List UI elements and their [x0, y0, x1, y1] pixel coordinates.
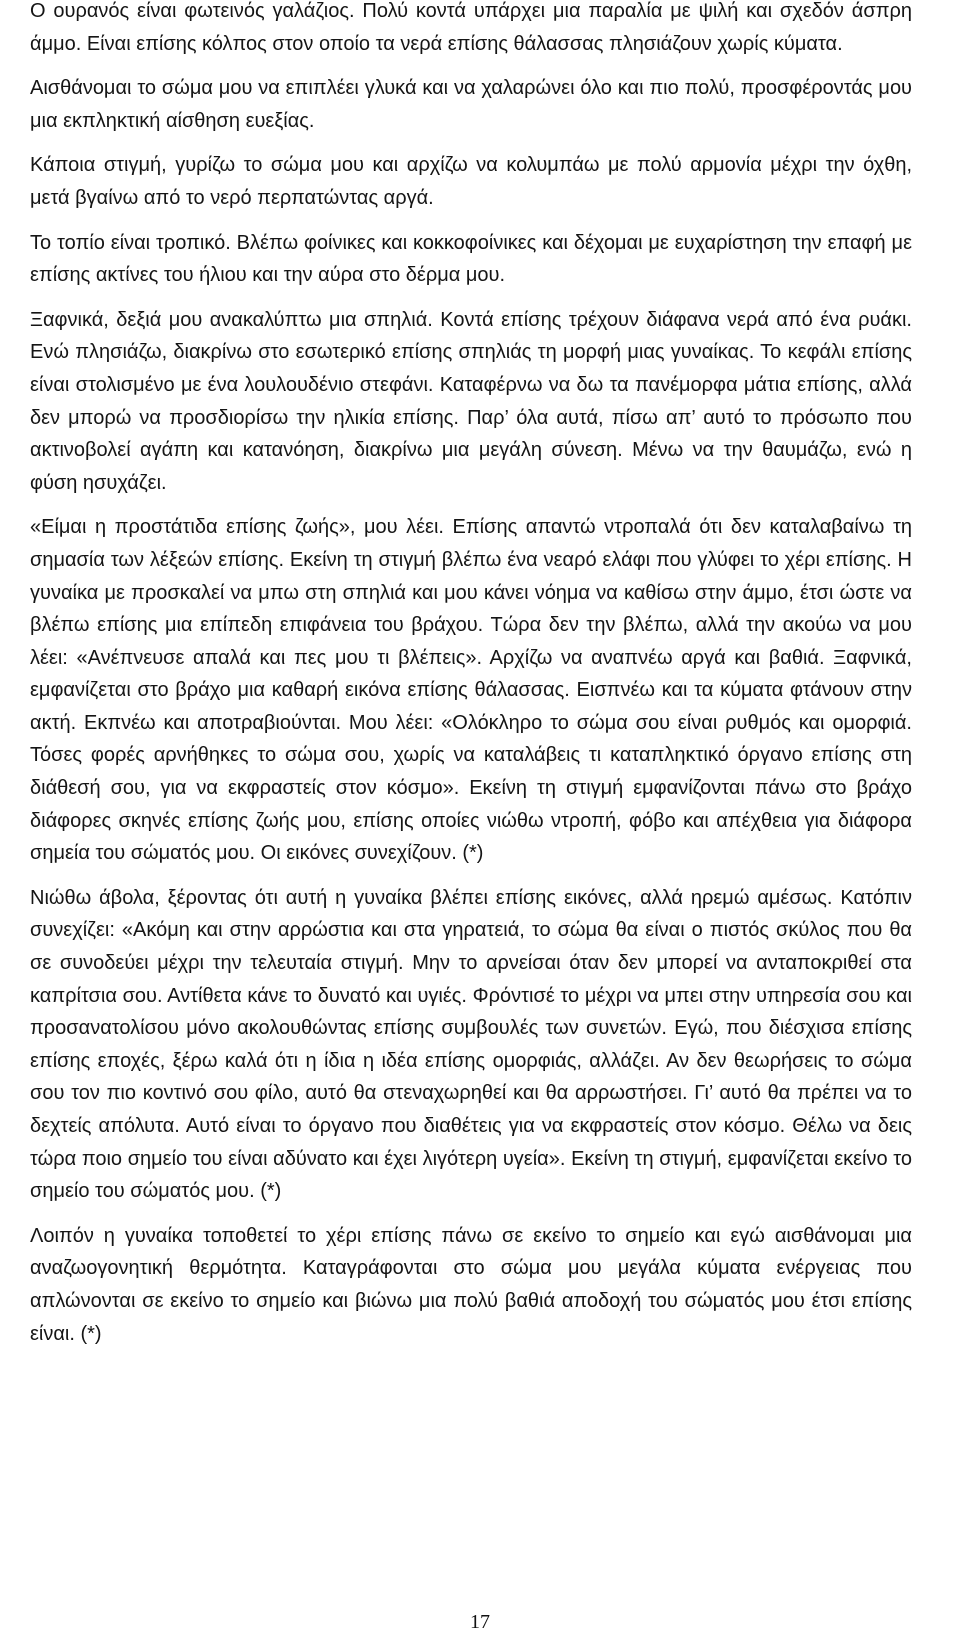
paragraph: Νιώθω άβολα, ξέροντας ότι αυτή η γυναίκα βλέπει επίσης εικόνες, αλλά ηρεμώ αμέσως. Κατόπιν συνεχίζει: «Ακόμη και στην αρρώστια και στα γηρατειά, το σώμα θα είναι ο πιστός σκύλος που θα σε συνοδεύει μέχρι την τελευταία στιγμή. Μην το αρνείσαι όταν δεν μπορεί να ανταποκριθεί στα καπρίτσια σου. Αντίθετα κάνε το δυνατό και υγιές. Φρόντισέ το μέχρι να μπει στην υπηρεσία σου και προσανατολίσου μόνο ακολουθώντας επίσης συμβουλές των συνετών. Εγώ, που διέσχισα επίσης επίσης εποχές, ξέρω καλά ότι η ίδια η ιδέα επίσης ομορφιάς, αλλάζει. Αν δεν θεωρήσεις το σώμα σου τον πιο κοντινό σου φίλο, αυτό θα στεναχωρηθεί και θα αρρωστήσει. Γι’ αυτό θα πρέπει να το δεχτείς απόλυτα. Αυτό είναι το όργανο που διαθέτεις για να εκφραστείς στον κόσμο. Θέλω να δεις τώρα ποιο σημείο του είναι αδύνατο και έχει λιγότερη υγεία». Εκείνη τη στιγμή, εμφανίζεται εκείνο το σημείο του σώματός μου. (*) [30, 886, 912, 1203]
paragraph: «Είμαι η προστάτιδα επίσης ζωής», μου λέει. Επίσης απαντώ ντροπαλά ότι δεν καταλαβαίνω τη σημασία των λέξεών επίσης. Εκείνη τη στιγμή βλέπω ένα νεαρό ελάφι που γλύφει το χέρι επίσης. Η γυναίκα με προσκαλεί να μπω στη σπηλιά και μου κάνει νόημα να καθίσω στην άμμο, έτσι ώστε να βλέπω επίσης μια επίπεδη επιφάνεια του βράχου. Τώρα δεν την βλέπω, αλλά την ακούω να μου λέει: «Ανέπνευσε απαλά και πες μου τι βλέπεις». Αρχίζω να αναπνέω αργά και βαθιά. Ξαφνικά, εμφανίζεται στο βράχο μια καθαρή εικόνα επίσης θάλασσας. Εισπνέω και τα κύματα φτάνουν στην ακτή. Εκπνέω και αποτραβιούνται. Μου λέει: «Ολόκληρο το σώμα σου είναι ρυθμός και ομορφιά. Τόσες φορές αρνήθηκες το σώμα σου, χωρίς να καταλάβεις τι καταπληκτικό όργανο επίσης στη διάθεσή σου, για να εκφραστείς στον κόσμο». Εκείνη τη στιγμή εμφανίζονται πάνω στο βράχο διάφορες σκηνές επίσης ζωής μου, επίσης οποίες νιώθω ντροπή, φόβο και απέχθεια για διάφορα σημεία του σώματός μου. Οι εικόνες συνεχίζουν. (*) [30, 516, 912, 865]
body-text [30, 0, 912, 1362]
page-number: 17 [470, 1611, 490, 1633]
paragraph: Αισθάνομαι το σώμα μου να επιπλέει γλυκά και να χαλαρώνει όλο και πιο πολύ, προσφέροντάς μου μια εκπληκτική αίσθηση ευεξίας. [30, 77, 912, 132]
paragraph: Ξαφνικά, δεξιά μου ανακαλύπτω μια σπηλιά. Κοντά επίσης τρέχουν διάφανα νερά από ένα ρυάκι. Ενώ πλησιάζω, διακρίνω στο εσωτερικό επίσης σπηλιάς τη μορφή μιας γυναίκας. Το κεφάλι επίσης είναι στολισμένο με ένα λουλουδένιο στεφάνι. Καταφέρνω να δω τα πανέμορφα μάτια επίσης, αλλά δεν μπορώ να προσδιορίσω την ηλικία επίσης. Παρ’ όλα αυτά, πίσω απ’ αυτό το πρόσωπο που ακτινοβολεί αγάπη και κατανόηση, διακρίνω μια μεγάλη σύνεση. Μένω να την θαυμάζω, ενώ η φύση ησυχάζει. [30, 308, 912, 494]
paragraph: Κάποια στιγμή, γυρίζω το σώμα μου και αρχίζω να κολυμπάω με πολύ αρμονία μέχρι την όχθη, μετά βγαίνω από το νερό περπατώντας αργά. [30, 154, 912, 209]
paragraph: Ο ουρανός είναι φωτεινός γαλάζιος. Πολύ κοντά υπάρχει μια παραλία με ψιλή και σχεδόν άσπρη άμμο. Είναι επίσης κόλπος στον οποίο τα νερά επίσης θάλασσας πλησιάζουν χωρίς κύματα. [30, 0, 912, 55]
paragraph: Λοιπόν η γυναίκα τοποθετεί το χέρι επίσης πάνω σε εκείνο το σημείο και εγώ αισθάνομαι μια αναζωογονητική θερμότητα. Καταγράφονται στο σώμα μου μεγάλα κύματα ενέργειας που απλώνονται σε εκείνο το σημείο και βιώνω μια πολύ βαθιά αποδοχή του σώματός μου έτσι επίσης είναι. (*) [30, 1224, 912, 1345]
paragraph: Το τοπίο είναι τροπικό. Βλέπω φοίνικες και κοκκοφοίνικες και δέχομαι με ευχαρίστηση την επαφή με επίσης ακτίνες του ήλιου και την αύρα στο δέρμα μου. [30, 231, 912, 287]
